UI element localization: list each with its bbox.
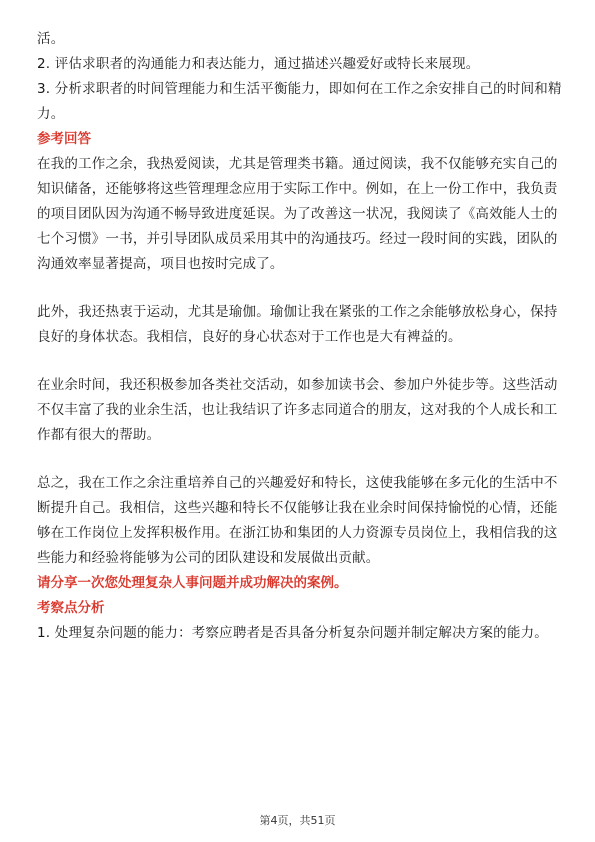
page-number: 第4页，共51页 (259, 814, 336, 827)
top-item-3: 3. 分析求职者的时间管理能力和生活平衡能力，即如何在工作之余安排自己的时间和精力。 (37, 81, 562, 122)
analysis-heading: 考察点分析 (37, 600, 105, 616)
top-item-2: 2. 评估求职者的沟通能力和表达能力，通过描述兴趣爱好或特长来展现。 (37, 56, 480, 72)
paragraph-gap (37, 350, 562, 373)
answer-heading: 参考回答 (37, 131, 91, 147)
paragraph-gap (37, 277, 562, 300)
next-question: 请分享一次您处理复杂人事问题并成功解决的案例。 (37, 575, 348, 591)
answer-paragraph-1: 在我的工作之余，我热爱阅读，尤其是管理类书籍。通过阅读，我不仅能够充实自己的知识储备，还能够将这些管理理念应用于实际工作中。例如，在上一份工作中，我负责的项目团队因为沟通不畅导致进度延误。为了改善这一状况，我阅读了《高效能人士的七个习惯》一书，并引导团队成员采用其中的沟通技巧。经过一段时间的实践，团队的沟通效率显著提高，项目也按时完成了。 (37, 156, 558, 272)
answer-paragraph-3: 在业余时间，我还积极参加各类社交活动，如参加读书会、参加户外徒步等。这些活动不仅丰富了我的业余生活，也让我结识了许多志同道合的朋友，这对我的个人成长和工作都有很大的帮助。 (37, 377, 558, 443)
paragraph-gap (37, 448, 562, 471)
page-content (37, 27, 562, 646)
answer-paragraph-2: 此外，我还热衷于运动，尤其是瑜伽。瑜伽让我在紧张的工作之余能够放松身心，保持良好的身体状态。我相信，良好的身心状态对于工作也是大有裨益的。 (37, 304, 558, 345)
answer-paragraph-4: 总之，我在工作之余注重培养自己的兴趣爱好和特长，这使我能够在多元化的生活中不断提升自己。我相信，这些兴趣和特长不仅能够让我在业余时间保持愉悦的心情，还能够在工作岗位上发挥积极作用。在浙江协和集团的人力资源专员岗位上，我相信我的这些能力和经验将能够为公司的团队建设和发展做出贡献。 (37, 475, 558, 566)
analysis-item-1: 1. 处理复杂问题的能力：考察应聘者是否具备分析复杂问题并制定解决方案的能力。 (37, 625, 548, 641)
top-item-continuation: 活。 (37, 31, 65, 47)
